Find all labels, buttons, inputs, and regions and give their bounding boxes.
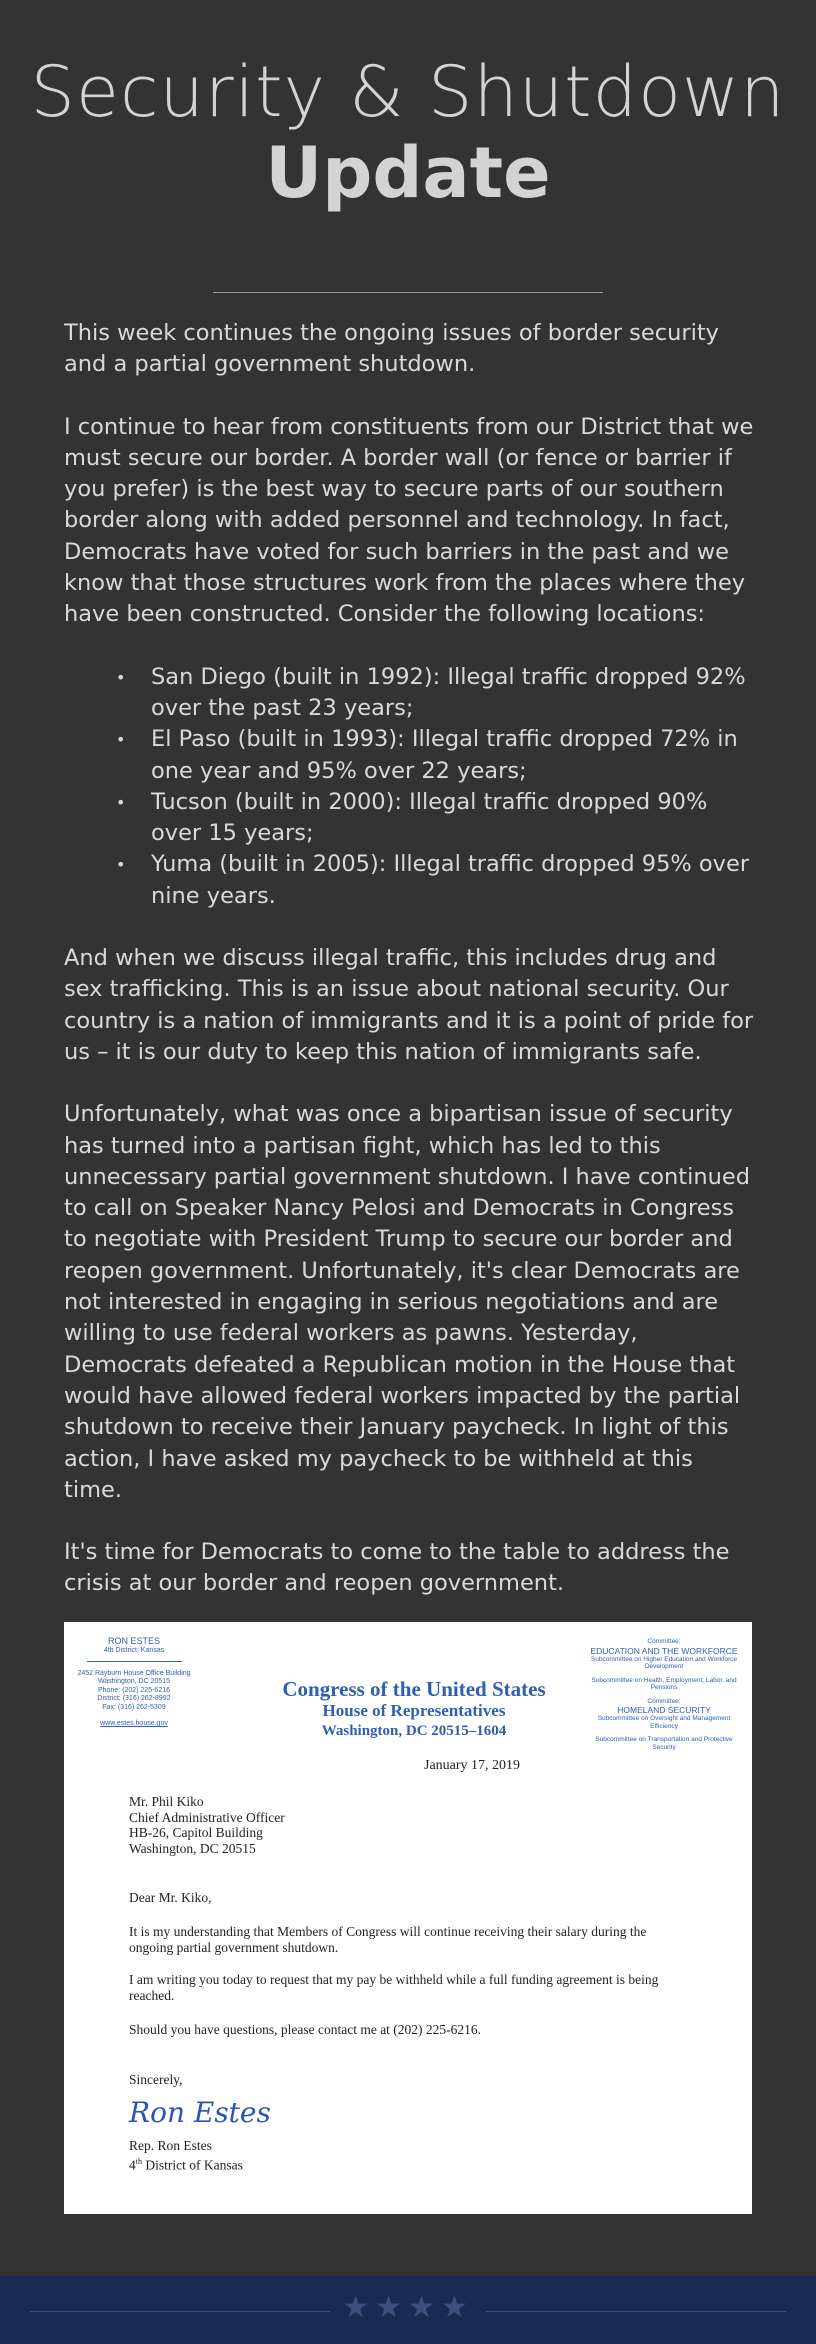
bullet-icon: •	[116, 855, 126, 875]
office-city: Washington, DC 20515	[97, 1678, 171, 1685]
letter-paragraph: It is my understanding that Members of Congress will continue receiving their salary during the ongoing partial government shutdown.	[129, 1924, 647, 1955]
list-item	[116, 849, 756, 912]
office-fax: Fax: (316) 262-5309	[102, 1703, 166, 1711]
salutation: Dear Mr. Kiko,	[129, 1890, 212, 1905]
committee-label: Committee:	[647, 1697, 681, 1705]
recipient-city: Washington, DC 20515	[129, 1840, 256, 1856]
title-line-1: Security & Shutdown	[30, 51, 786, 133]
handwritten-signature: Ron Estes	[129, 2096, 271, 2129]
house-heading: House of Representatives	[322, 1701, 506, 1720]
signature-block	[129, 2138, 243, 2173]
letterhead-left	[64, 1636, 204, 1729]
letterhead-rule	[87, 1661, 182, 1662]
subcommittee: Subcommittee on Health, Employment, Labor, and Pensions	[591, 1676, 737, 1691]
letter-date: January 17, 2019	[424, 1758, 521, 1773]
title-line-2: Update	[265, 132, 551, 214]
list-item-text: Yuma (built in 2005): Illegal traffic dropped 95% over nine years.	[151, 851, 750, 909]
stars-icon: ★★★★	[342, 2290, 474, 2325]
office-address: 2452 Rayburn House Office Building	[77, 1669, 191, 1677]
list-item	[116, 787, 756, 850]
list-item-text: Tucson (built in 2000): Illegal traffic dropped 90% over 15 years;	[151, 788, 708, 847]
committee-name: EDUCATION AND THE WORKFORCE	[590, 1645, 738, 1656]
title-divider	[213, 292, 603, 293]
article-body	[64, 318, 756, 1631]
border-paragraph: I continue to hear from constituents from our District that we must secure our border. A border wall (or fence or barrier if you prefer) is the best way to secure parts of our southern border along with added personnel and technology. In fact, Democrats have voted for such barriers in the past and we know that those structures work from the places where they have been constructed. Consider the following locations:	[64, 413, 754, 628]
congress-heading: Congress of the United States	[282, 1677, 546, 1701]
recipient-name: Mr. Phil Kiko	[129, 1794, 204, 1809]
subcommittee: Subcommittee on Oversight and Management Efficiency	[597, 1715, 731, 1730]
website-link[interactable]: www.estes.house.gov	[100, 1720, 168, 1727]
committee-name: HOMELAND SECURITY	[617, 1705, 711, 1715]
letter-paragraph: I am writing you today to request that my pay be withheld while a full funding agreement is being reached.	[129, 1972, 659, 2003]
subcommittee: Subcommittee on Transportation and Protective Security	[595, 1736, 733, 1751]
list-item	[116, 724, 756, 787]
recipient-title: Chief Administrative Officer	[129, 1809, 285, 1825]
letter-image	[64, 1622, 752, 2214]
signer-district: 4th District of Kansas	[129, 2156, 243, 2172]
district-phone: District: (316) 262-8992	[97, 1695, 171, 1702]
intro-paragraph: This week continues the ongoing issues of border security and a partial government shutdown.	[64, 320, 719, 378]
list-item	[116, 662, 756, 725]
letterhead-right	[584, 1638, 744, 1751]
bullet-icon: •	[116, 730, 126, 750]
member-name: RON ESTES	[107, 1636, 160, 1646]
member-district: 4th District, Kansas	[103, 1647, 165, 1654]
trafficking-paragraph: And when we discuss illegal traffic, this includes drug and sex trafficking. This is an issue about national security. Our country is a nation of immigrants and it is a point of pride for us – it is our duty to keep this nation of immigrants safe.	[64, 945, 754, 1065]
letter-paragraph: Should you have questions, please contact me at (202) 225-6216.	[129, 2022, 482, 2037]
committee-label: Committee:	[647, 1638, 681, 1645]
bullet-icon: •	[116, 792, 126, 812]
office-phone: Phone: (202) 225-6216	[98, 1686, 170, 1694]
signer-name: Rep. Ron Estes	[129, 2138, 212, 2153]
footer-bar	[0, 2276, 816, 2344]
washington-heading: Washington, DC 20515–1604	[321, 1723, 507, 1739]
bullet-icon: •	[116, 667, 126, 687]
shutdown-paragraph: Unfortunately, what was once a bipartisan issue of security has turned into a partisan fight, which has led to this unnecessary partial government shutdown. I have continued to call on Speaker Nancy Pelosi and Democrats in Congress to negotiate with President Trump to secure our border and reopen government. Unfortunately, it's clear Democrats are not interested in engaging in serious negotiations and are willing to use federal workers as pawns. Yesterday, Democrats defeated a Republican motion in the House that would have allowed federal workers impacted by the partial shutdown to receive their January paycheck. In light of this action, I have asked my paycheck to be withheld at this time.	[64, 1101, 751, 1503]
subcommittee: Subcommittee on Higher Education and Workforce Development	[590, 1655, 738, 1670]
page-title	[0, 0, 816, 212]
recipient-address	[129, 1794, 285, 1856]
letterhead-center	[244, 1677, 584, 1741]
letter-closing: Sincerely,	[129, 2072, 183, 2087]
closing-paragraph: It's time for Democrats to come to the table to address the crisis at our border and reopen government.	[64, 1539, 730, 1597]
list-item-text: San Diego (built in 1992): Illegal traffic dropped 92% over the past 23 years;	[151, 663, 746, 721]
recipient-office: HB-26, Capitol Building	[129, 1825, 263, 1840]
locations-list	[64, 662, 756, 912]
list-item-text: El Paso (built in 1993): Illegal traffic dropped 72% in one year and 95% over 22 years;	[151, 726, 738, 784]
